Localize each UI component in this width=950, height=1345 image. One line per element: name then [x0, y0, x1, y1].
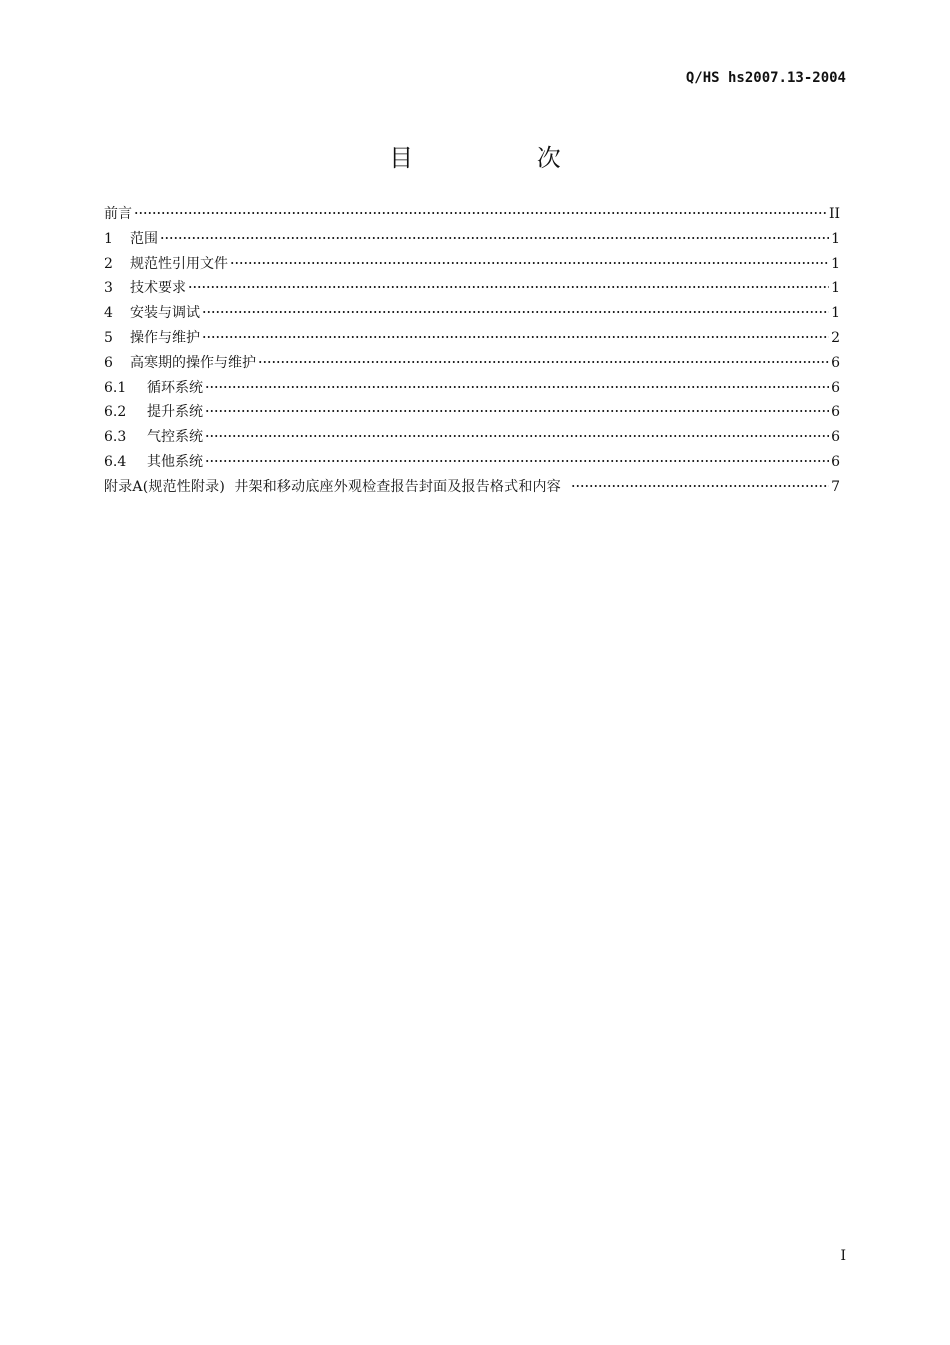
toc-entry-page: 6 — [831, 354, 840, 371]
toc-entry-6-3[interactable] — [104, 425, 840, 450]
toc-entry-2[interactable] — [104, 252, 840, 277]
toc-entry-6-4[interactable] — [104, 450, 840, 475]
toc-entry-6[interactable] — [104, 351, 840, 376]
toc-leader-dots — [202, 311, 829, 313]
toc-entry-label: 高寒期的操作与维护 — [130, 354, 256, 371]
toc-entry-label: 范围 — [130, 230, 158, 247]
toc-title: 目 次 — [389, 144, 619, 172]
toc-leader-dots — [202, 336, 829, 338]
toc-entry-number: 6.3 — [104, 429, 127, 446]
toc-entry-6-1[interactable] — [104, 376, 840, 401]
toc-entry-appendix-a[interactable] — [104, 475, 840, 500]
toc-entry-number: 3 — [104, 280, 113, 297]
toc-leader-dots — [571, 485, 829, 487]
toc-entry-label: 附录A(规范性附录) 井架和移动底座外观检查报告封面及报告格式和内容 — [104, 478, 561, 495]
standard-code: Q/HS hs2007.13-2004 — [685, 70, 846, 86]
toc-entry-label: 气控系统 — [147, 429, 203, 446]
toc-leader-dots — [188, 286, 829, 288]
toc-entry-page: 2 — [831, 329, 840, 346]
toc-leader-dots — [258, 361, 829, 363]
toc-leader-dots — [205, 435, 829, 437]
toc-entry-number: 6.2 — [104, 404, 127, 421]
toc-entry-3[interactable] — [104, 276, 840, 301]
toc-leader-dots — [205, 460, 829, 462]
toc-entry-label: 循环系统 — [147, 379, 203, 396]
toc-leader-dots — [205, 410, 829, 412]
toc-entry-page: 1 — [831, 305, 840, 322]
toc-entry-label: 规范性引用文件 — [130, 255, 228, 272]
toc-entry-number: 4 — [104, 305, 113, 322]
toc-entry-number: 6 — [104, 354, 113, 371]
toc-entry-label: 技术要求 — [130, 280, 186, 297]
table-of-contents — [104, 202, 840, 500]
toc-entry-label: 安装与调试 — [130, 305, 200, 322]
toc-leader-dots — [160, 237, 829, 239]
toc-entry-number: 2 — [104, 255, 113, 272]
toc-entry-page: 1 — [831, 255, 840, 272]
toc-entry-label: 前言 — [104, 206, 132, 222]
toc-leader-dots — [205, 386, 829, 388]
toc-entry-page: 6 — [831, 404, 840, 421]
page-number: I — [840, 1248, 846, 1264]
toc-entry-page: 7 — [831, 478, 840, 495]
toc-entry-5[interactable] — [104, 326, 840, 351]
toc-entry-page: 6 — [831, 379, 840, 396]
toc-entry-page: 6 — [831, 429, 840, 446]
toc-entry-1[interactable] — [104, 227, 840, 252]
toc-entry-label: 提升系统 — [147, 404, 203, 421]
toc-entry-page: 6 — [831, 453, 840, 470]
toc-entry-page: II — [828, 206, 840, 222]
toc-entry-page: 1 — [831, 280, 840, 297]
toc-leader-dots — [134, 212, 827, 214]
toc-entry-page: 1 — [831, 230, 840, 247]
toc-entry-number: 6.1 — [104, 379, 127, 396]
toc-entry-number: 6.4 — [104, 453, 127, 470]
toc-entry-foreword[interactable] — [104, 202, 840, 227]
toc-entry-6-2[interactable] — [104, 400, 840, 425]
toc-entry-number: 5 — [104, 329, 113, 346]
toc-entry-label: 操作与维护 — [130, 329, 200, 346]
toc-entry-label: 其他系统 — [147, 453, 203, 470]
toc-entry-4[interactable] — [104, 301, 840, 326]
toc-leader-dots — [230, 262, 829, 264]
toc-entry-number: 1 — [104, 230, 113, 247]
